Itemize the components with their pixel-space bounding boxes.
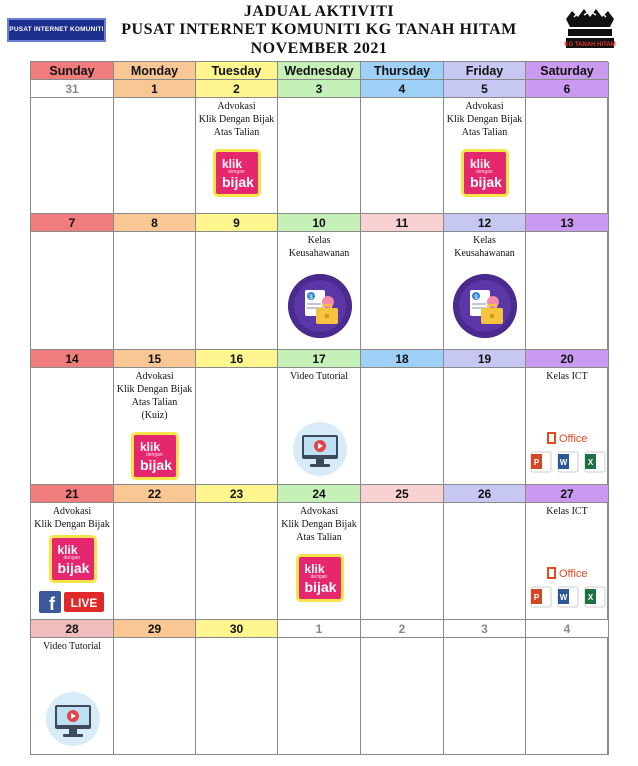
facebook-live-icon	[39, 591, 105, 613]
page-header	[0, 0, 638, 60]
day-cell	[526, 232, 609, 350]
dengan-text: dengan	[228, 169, 245, 175]
day-cell	[444, 232, 526, 350]
dengan-text: dengan	[146, 452, 163, 458]
calendar-grid	[31, 62, 607, 754]
day-header-tuesday: Tuesday	[196, 62, 278, 80]
day-cell	[278, 232, 361, 350]
day-cell	[444, 638, 526, 755]
date-number: 4	[361, 80, 444, 98]
date-number: 31	[31, 80, 114, 98]
pik-logo-text: PUSAT INTERNET KOMUNITI	[9, 26, 104, 33]
klik-text: klik	[57, 543, 78, 557]
date-number: 19	[444, 350, 526, 368]
klik-dengan-bijak-icon	[461, 149, 509, 197]
office-icon	[529, 430, 607, 478]
date-number: 12	[444, 214, 526, 232]
svg-text:P: P	[533, 593, 539, 602]
event-text: Kelas Keusahawanan	[288, 235, 350, 259]
date-number: 2	[196, 80, 278, 98]
office-icon	[529, 565, 607, 613]
date-number: 16	[196, 350, 278, 368]
event-text: Video Tutorial	[289, 371, 349, 382]
day-header-sunday: Sunday	[31, 62, 114, 80]
day-cell	[114, 638, 196, 755]
office-label: Office	[558, 433, 588, 445]
date-number: 28	[31, 620, 114, 638]
event-text: Advokasi Klik Dengan Bijak Atas Talian	[446, 101, 523, 138]
event-text: Kelas ICT	[546, 506, 588, 517]
office-apps-graphic	[529, 430, 607, 478]
day-cell	[444, 503, 526, 620]
event-text: Advokasi Klik Dengan Bijak Atas Talian	[198, 101, 275, 138]
date-number: 9	[196, 214, 278, 232]
day-cell	[196, 503, 278, 620]
day-cell	[526, 638, 609, 755]
date-number: 13	[526, 214, 609, 232]
day-cell	[31, 232, 114, 350]
bijak-text: bijak	[57, 560, 90, 576]
svg-text:X: X	[587, 458, 593, 467]
calendar	[30, 61, 608, 755]
entrepreneur-icon	[288, 274, 352, 338]
date-number: 3	[278, 80, 361, 98]
day-cell	[31, 503, 114, 620]
tanah-hitam-logo-text: KG TANAH HITAM	[564, 42, 616, 48]
date-number: 2	[361, 620, 444, 638]
date-number: 1	[114, 80, 196, 98]
title-line-1: JADUAL AKTIVITI	[243, 3, 395, 20]
svg-text:f: f	[48, 594, 55, 613]
bijak-text: bijak	[140, 457, 172, 473]
day-cell	[31, 368, 114, 485]
video-tutorial-icon	[293, 422, 347, 476]
day-cell	[114, 98, 196, 214]
date-number: 14	[31, 350, 114, 368]
event-text: Kelas ICT	[546, 371, 588, 382]
entrepreneur-icon	[453, 274, 517, 338]
day-cell	[361, 368, 444, 485]
day-header-saturday: Saturday	[526, 62, 609, 80]
date-number: 4	[526, 620, 609, 638]
klik-text: klik	[222, 157, 243, 171]
office-apps-graphic	[529, 565, 607, 613]
day-cell	[278, 98, 361, 214]
date-number: 7	[31, 214, 114, 232]
date-number: 15	[114, 350, 196, 368]
date-number: 11	[361, 214, 444, 232]
day-cell	[196, 638, 278, 755]
date-number: 27	[526, 485, 609, 503]
svg-text:$: $	[308, 295, 313, 301]
date-number: 10	[278, 214, 361, 232]
date-number: 6	[526, 80, 609, 98]
day-cell	[31, 98, 114, 214]
day-cell	[114, 503, 196, 620]
event-text: Kelas Keusahawanan	[454, 235, 515, 259]
date-number: 20	[526, 350, 609, 368]
bijak-text: bijak	[470, 174, 502, 190]
day-cell	[526, 98, 609, 214]
bijak-text: bijak	[222, 174, 254, 190]
day-cell	[31, 638, 114, 755]
date-number: 1	[278, 620, 361, 638]
day-header-monday: Monday	[114, 62, 196, 80]
klik-dengan-bijak-icon	[213, 149, 261, 197]
date-number: 29	[114, 620, 196, 638]
day-cell	[361, 638, 444, 755]
date-number: 24	[278, 485, 361, 503]
day-cell	[444, 368, 526, 485]
date-number: 22	[114, 485, 196, 503]
date-number: 25	[361, 485, 444, 503]
date-number: 17	[278, 350, 361, 368]
klik-text: klik	[140, 440, 161, 454]
date-number: 30	[196, 620, 278, 638]
day-cell	[278, 503, 361, 620]
day-header-friday: Friday	[444, 62, 526, 80]
day-cell	[114, 368, 196, 485]
date-number: 21	[31, 485, 114, 503]
office-label: Office	[558, 568, 588, 580]
day-cell	[361, 503, 444, 620]
day-cell	[526, 368, 609, 485]
date-number: 8	[114, 214, 196, 232]
date-number: 23	[196, 485, 278, 503]
svg-text:W: W	[559, 593, 567, 602]
day-cell	[278, 638, 361, 755]
event-text: Advokasi Klik Dengan Bijak Atas Talian	[281, 506, 357, 543]
dengan-text: dengan	[310, 574, 328, 580]
day-cell	[444, 98, 526, 214]
svg-text:$: $	[474, 295, 478, 301]
bijak-text: bijak	[304, 579, 337, 595]
day-cell	[196, 232, 278, 350]
event-text: Advokasi Klik Dengan Bijak Atas Talian (Kuiz)	[116, 371, 193, 421]
dengan-text: dengan	[476, 169, 493, 175]
date-number: 18	[361, 350, 444, 368]
day-cell	[114, 232, 196, 350]
klik-dengan-bijak-icon	[296, 554, 344, 602]
day-cell	[526, 503, 609, 620]
klik-text: klik	[470, 157, 491, 171]
klik-dengan-bijak-icon	[49, 535, 97, 583]
day-header-wednesday: Wednesday	[278, 62, 361, 80]
date-number: 26	[444, 485, 526, 503]
klik-text: klik	[304, 562, 325, 576]
event-text: Video Tutorial	[42, 641, 102, 652]
title-line-2: PUSAT INTERNET KOMUNITI KG TANAH HITAM	[121, 21, 517, 38]
day-cell	[361, 98, 444, 214]
event-text: Advokasi Klik Dengan Bijak	[34, 506, 110, 530]
day-cell	[278, 368, 361, 485]
klik-dengan-bijak-icon	[131, 432, 179, 480]
dengan-text: dengan	[63, 555, 81, 561]
live-label: LIVE	[70, 596, 97, 610]
date-number: 3	[444, 620, 526, 638]
date-number: 5	[444, 80, 526, 98]
tanah-hitam-logo	[562, 5, 618, 49]
svg-text:X: X	[587, 593, 593, 602]
day-cell	[361, 232, 444, 350]
day-cell	[196, 98, 278, 214]
svg-text:P: P	[533, 458, 539, 467]
day-cell	[196, 368, 278, 485]
day-header-thursday: Thursday	[361, 62, 444, 80]
video-tutorial-icon	[46, 692, 100, 746]
svg-text:W: W	[559, 458, 567, 467]
title-line-3: NOVEMBER 2021	[250, 40, 388, 57]
